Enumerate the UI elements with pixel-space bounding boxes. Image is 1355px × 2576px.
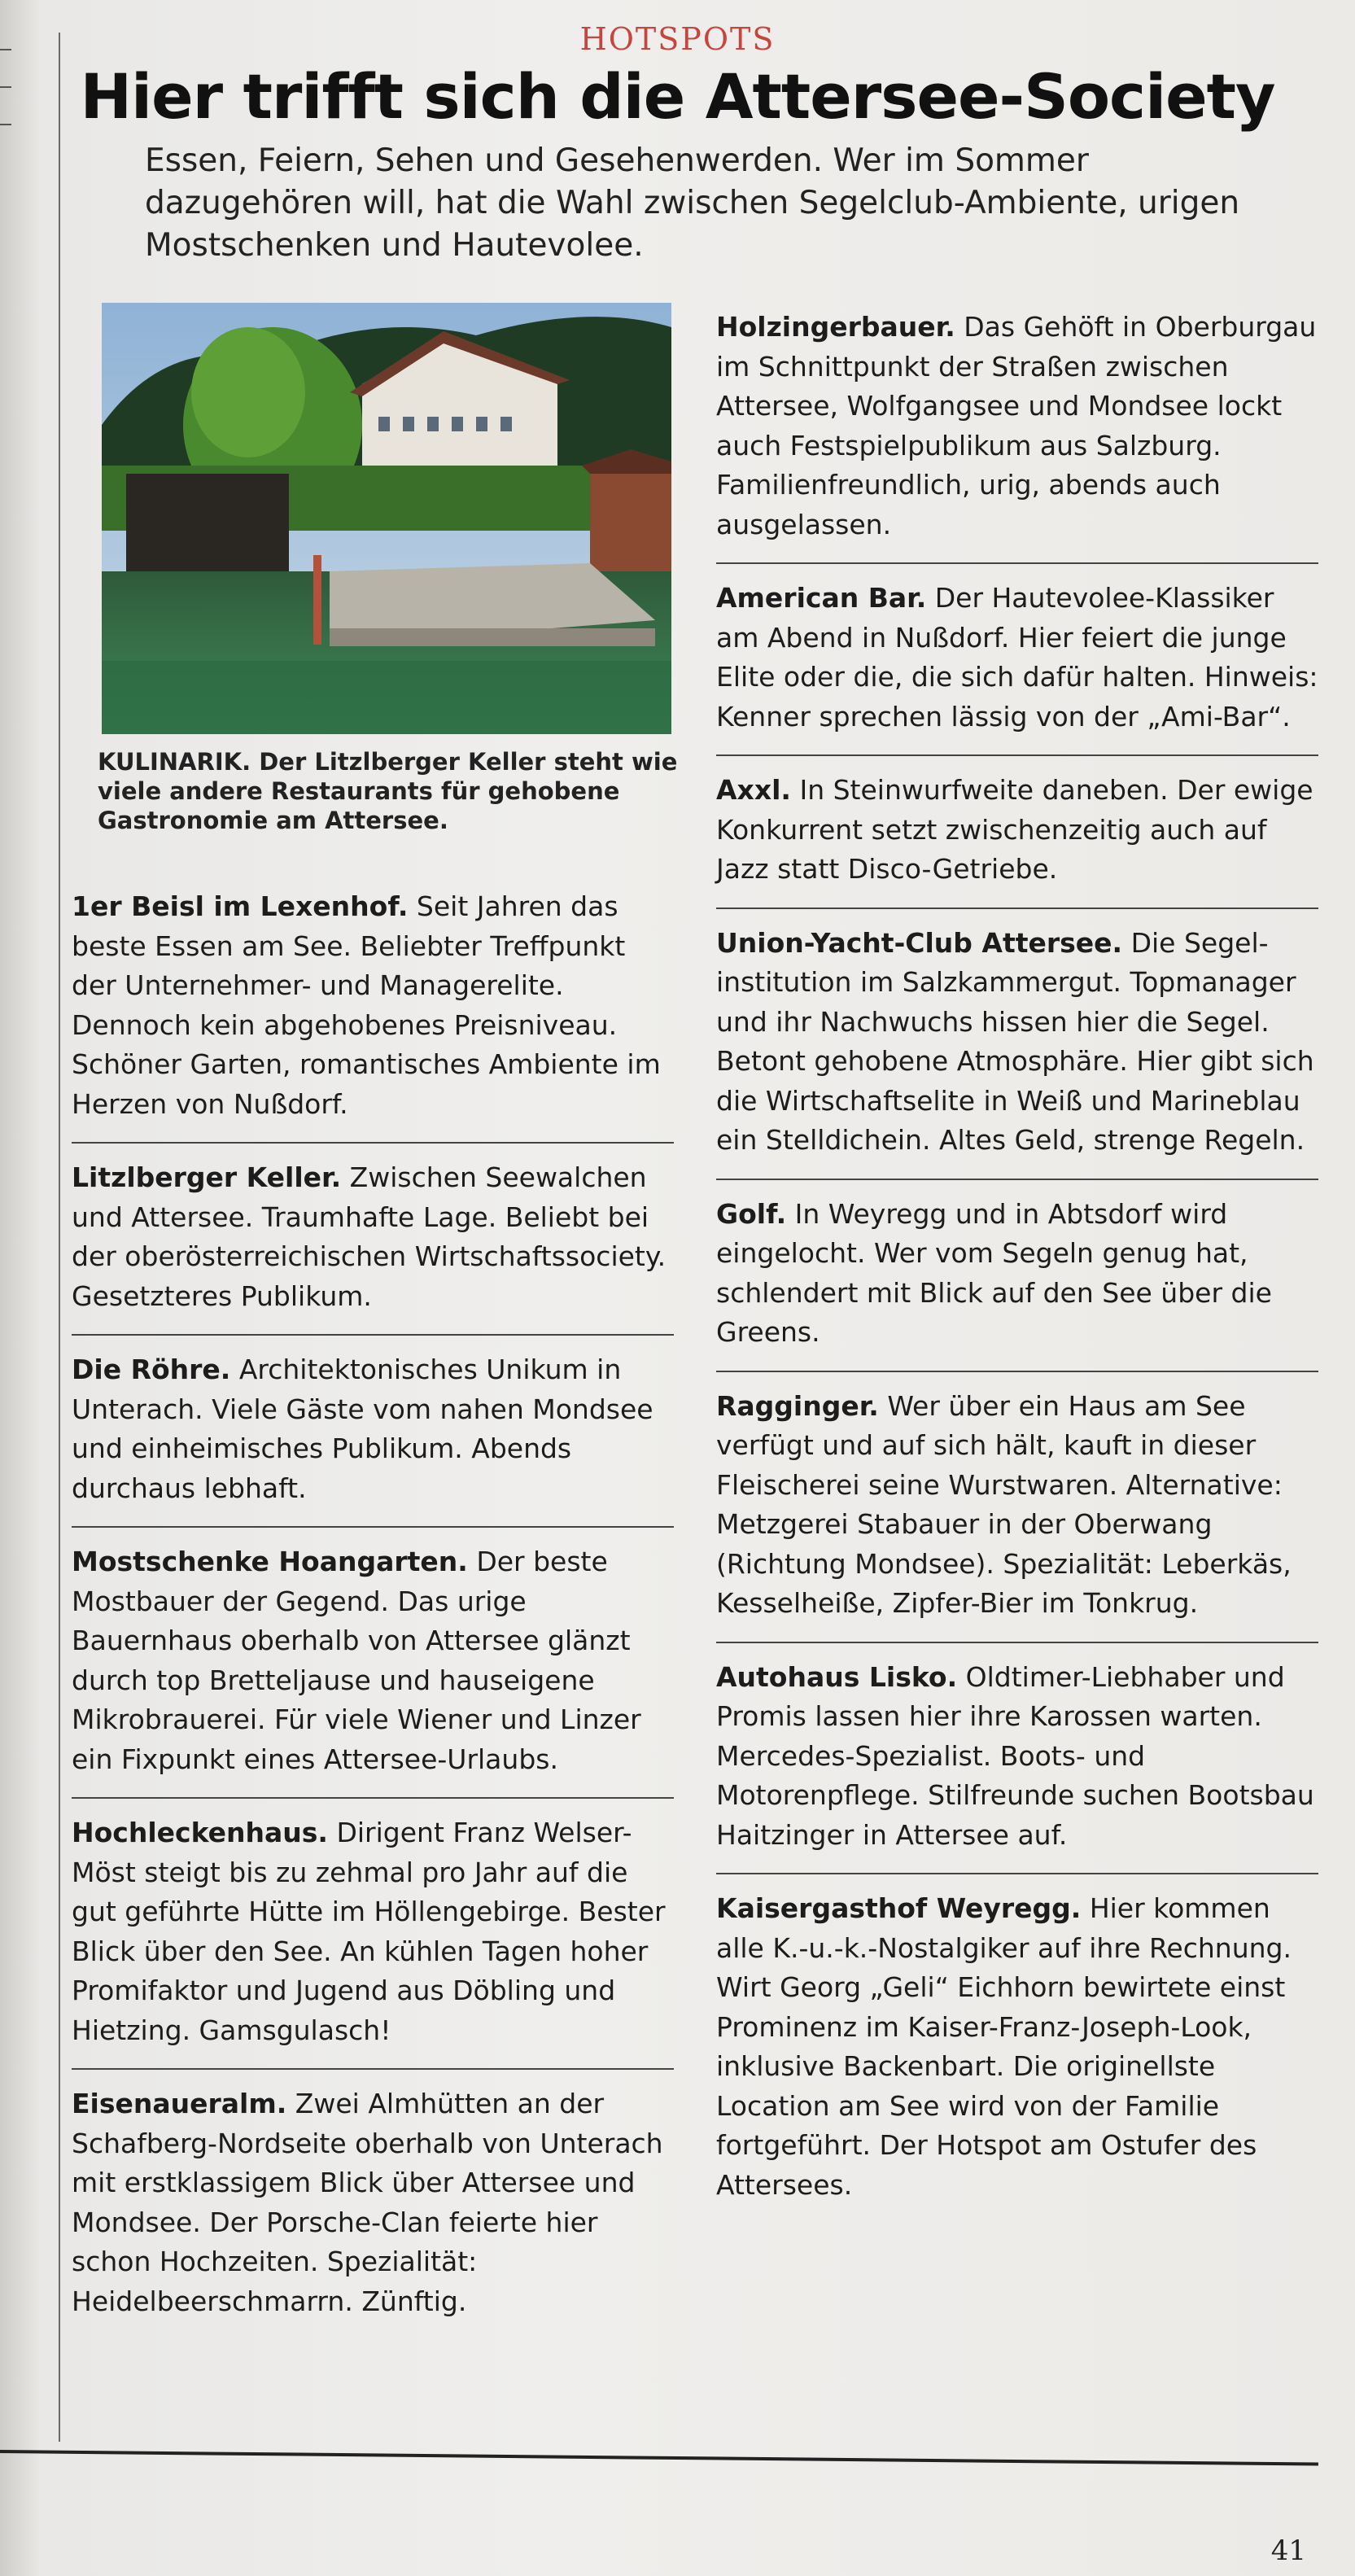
list-item: [716, 1889, 1318, 2223]
list-item: [716, 579, 1318, 756]
page-number: 41: [1270, 2534, 1306, 2567]
entry-name: Litzlberger Keller.: [72, 1161, 342, 1193]
list-item: [72, 1158, 674, 1336]
entry-text: Wer über ein Haus am See verfügt und auf sich hält, kauft in dieser Fleischerei seine Wurstwaren. Alternative: Metzgerei Stabauer in der Oberwang (Richtung Mondsee). Spezialität: Leberkäs, Kesselheiße, Zipfer-Bier im Tonkrug.: [716, 1389, 1292, 1619]
list-item: [72, 1350, 674, 1528]
entry-name: 1er Beisl im Lexenhof.: [72, 890, 409, 922]
entry-name: Golf.: [716, 1197, 787, 1230]
entry-text: Der beste Mostbauer der Gegend. Das urige Bauernhaus oberhalb von Attersee glänzt durch top Bretteljause und hauseigene Mikrobrauerei. Für viele Wiener und Linzer ein Fixpunkt eines Attersee-Urlaubs.: [72, 1546, 641, 1775]
footer-rule: [0, 2450, 1318, 2466]
list-item: [72, 1542, 674, 1799]
list-item: [716, 1195, 1318, 1372]
lake-restaurant-image: [102, 303, 671, 734]
entry-text: Dirigent Franz Welser-Möst steigt bis zu zehmal pro Jahr auf die gut geführte Hütte im Höllengebirge. Bester Blick über den See. An kühlen Tagen hoher Promifaktor und Jugend aus Döbling und Hietzing. Gamsgulasch!: [72, 1817, 666, 2046]
photo-caption: KULINARIK. Der Litzlberger Keller steht wie viele andere Restaurants für gehobene Gastronomie am Attersee.: [98, 748, 678, 834]
entry-text: Zwischen Seewalchen und Attersee. Traumhafte Lage. Beliebt bei der oberösterreichischen Wirtschaftssociety. Gesetzteres Publikum.: [72, 1161, 667, 1312]
entry-text: Hier kommen alle K.-u.-k.-Nostalgiker auf ihre Rechnung. Wirt Georg „Geli“ Eichhorn bewirtete einst Prominenz im Kaiser-Franz-Joseph-Look, inklusive Backenbart. Die originellste Location am See wird von der Familie fortgeführt. Der Hotspot am Ostufer des Attersees.: [716, 1892, 1292, 2201]
entry-text: Oldtimer-Liebhaber und Promis lassen hier ihre Karossen warten. Mercedes-Spezialist. Boots- und Motorenpflege. Stilfreunde suchen Bootsbau Haitzinger in Attersee auf.: [716, 1660, 1314, 1851]
entry-text: Die Segelinstitution im Salzkammergut. Topmanager und ihr Nachwuchs hissen hier die Segel. Betont gehobene Atmosphäre. Hier gibt sich die Wirtschaftselite in Weiß und Marineblau ein Stelldichein. Altes Geld, strenge Regeln.: [716, 926, 1314, 1156]
entry-name: Holzingerbauer.: [716, 311, 955, 343]
entry-text: Das Gehöft in Oberburgau im Schnittpunkt der Straßen zwischen Attersee, Wolfgangsee und Mondsee lockt auch Festspielpublikum aus Salzburg. Familienfreundlich, urig, abends auch ausgelassen.: [716, 311, 1317, 540]
list-item: [716, 1387, 1318, 1643]
list-item: [716, 308, 1318, 564]
entry-name: Die Röhre.: [72, 1354, 231, 1385]
entry-text: In Weyregg und in Abtsdorf wird eingelocht. Wer vom Segeln genug hat, schlendert mit Blick auf den See über die Greens.: [716, 1197, 1272, 1348]
restaurant-photo: [102, 303, 671, 734]
entry-text: Zwei Almhütten an der Schafberg-Nordseite oberhalb von Unterach mit erstklassigem Blick über Attersee und Mondsee. Der Porsche-Clan feierte hier schon Hochzeiten. Spezialität: Heidelbeerschmarrn. Zünftig.: [72, 2088, 663, 2317]
entry-text: Seit Jahren das beste Essen am See. Beliebter Treffpunkt der Unternehmer- und Managerelite. Dennoch kein abgehobenes Preisniveau. Schöner Garten, romantisches Ambiente im Herzen von Nußdorf.: [72, 890, 661, 1120]
entry-name: American Bar.: [716, 582, 927, 614]
left-column: [72, 887, 674, 2354]
list-item: [72, 887, 674, 1144]
list-item: [72, 1813, 674, 2070]
entry-name: Autohaus Lisko.: [716, 1660, 958, 1693]
list-item: [716, 924, 1318, 1180]
entry-name: Mostschenke Hoangarten.: [72, 1546, 468, 1577]
entry-name: Eisenaueralm.: [72, 2088, 287, 2119]
list-item: [716, 1658, 1318, 1875]
entry-name: Kaisergasthof Weyregg.: [716, 1892, 1082, 1924]
section-kicker: HOTSPOTS: [579, 21, 776, 57]
list-item: [72, 2084, 674, 2339]
column-edge-rule: [59, 33, 60, 2442]
page-subtitle: Essen, Feiern, Sehen und Gesehenwerden. Wer im Sommer dazugehören will, hat die Wahl zwischen Segelclub-Ambiente, urigen Mostschenken und Hautevolee.: [145, 142, 1240, 264]
entry-name: Ragginger.: [716, 1389, 879, 1422]
entry-text: Der Hautevolee-Klassiker am Abend in Nußdorf. Hier feiert die junge Elite oder die, die sich dafür halten. Hinweis: Kenner sprechen lässig von der „Ami-Bar“.: [716, 582, 1318, 733]
list-item: [716, 771, 1318, 909]
entry-name: Hochleckenhaus.: [72, 1817, 328, 1848]
entry-name: Union-Yacht-Club Attersee.: [716, 926, 1123, 959]
page-title: Hier trifft sich die Attersee-Society: [80, 60, 1275, 133]
right-column: [716, 308, 1318, 2237]
entry-name: Axxl.: [716, 774, 791, 806]
entry-text: In Steinwurfweite daneben. Der ewige Konkurrent setzt zwischenzeitig auch auf Jazz statt Disco-Getriebe.: [716, 774, 1313, 885]
entry-text: Architektonisches Unikum in Unterach. Viele Gäste vom nahen Mondsee und einheimisches Publikum. Abends durchaus lebhaft.: [72, 1354, 653, 1504]
